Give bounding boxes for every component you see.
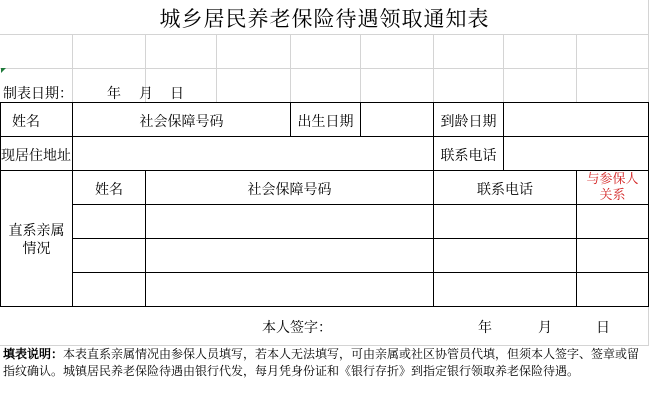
relatives-col-phone: 联系电话	[477, 182, 533, 198]
fill-date-day: 日	[170, 86, 184, 102]
note-label: 填表说明：	[3, 347, 64, 361]
relatives-col-name: 姓名	[95, 182, 123, 198]
name-label: 姓名	[12, 114, 40, 130]
signature-year: 年	[478, 320, 492, 336]
relation-line2: 关系	[599, 188, 626, 203]
fill-date-year: 年	[107, 86, 121, 102]
fill-date-label: 制表日期：	[3, 86, 73, 102]
phone-label: 联系电话	[440, 148, 497, 164]
relation-line1: 与参保人	[586, 172, 639, 187]
signature-month: 月	[538, 320, 552, 336]
age-date-label: 到龄日期	[440, 114, 497, 130]
birth-date-label: 出生日期	[297, 114, 354, 130]
cell-comment-marker	[1, 68, 6, 73]
signature-day: 日	[596, 320, 610, 336]
relatives-col-ssn: 社会保障号码	[247, 182, 332, 198]
relatives-label-line1: 直系亲属	[8, 223, 65, 239]
form-title: 城乡居民养老保险待遇领取通知表	[159, 7, 490, 31]
signature-label: 本人签字：	[262, 320, 332, 336]
fill-instructions	[3, 346, 643, 380]
relatives-section-label	[1, 222, 72, 258]
relatives-col-relation	[577, 172, 648, 204]
relatives-label-line2: 情况	[22, 241, 51, 257]
address-label: 现居住地址	[1, 148, 71, 164]
note-text: 本表直系亲属情况由参保人员填写，若本人无法填写，可由亲属或社区协管员代填，但须本人签字、签章或留指纹确认。城镇居民养老保险待遇由银行代发，每月凭身份证和《银行存折》到指定银行领取养老保险待遇。	[3, 347, 640, 378]
ssn-label: 社会保障号码	[139, 114, 224, 130]
fill-date-month: 月	[139, 86, 153, 102]
